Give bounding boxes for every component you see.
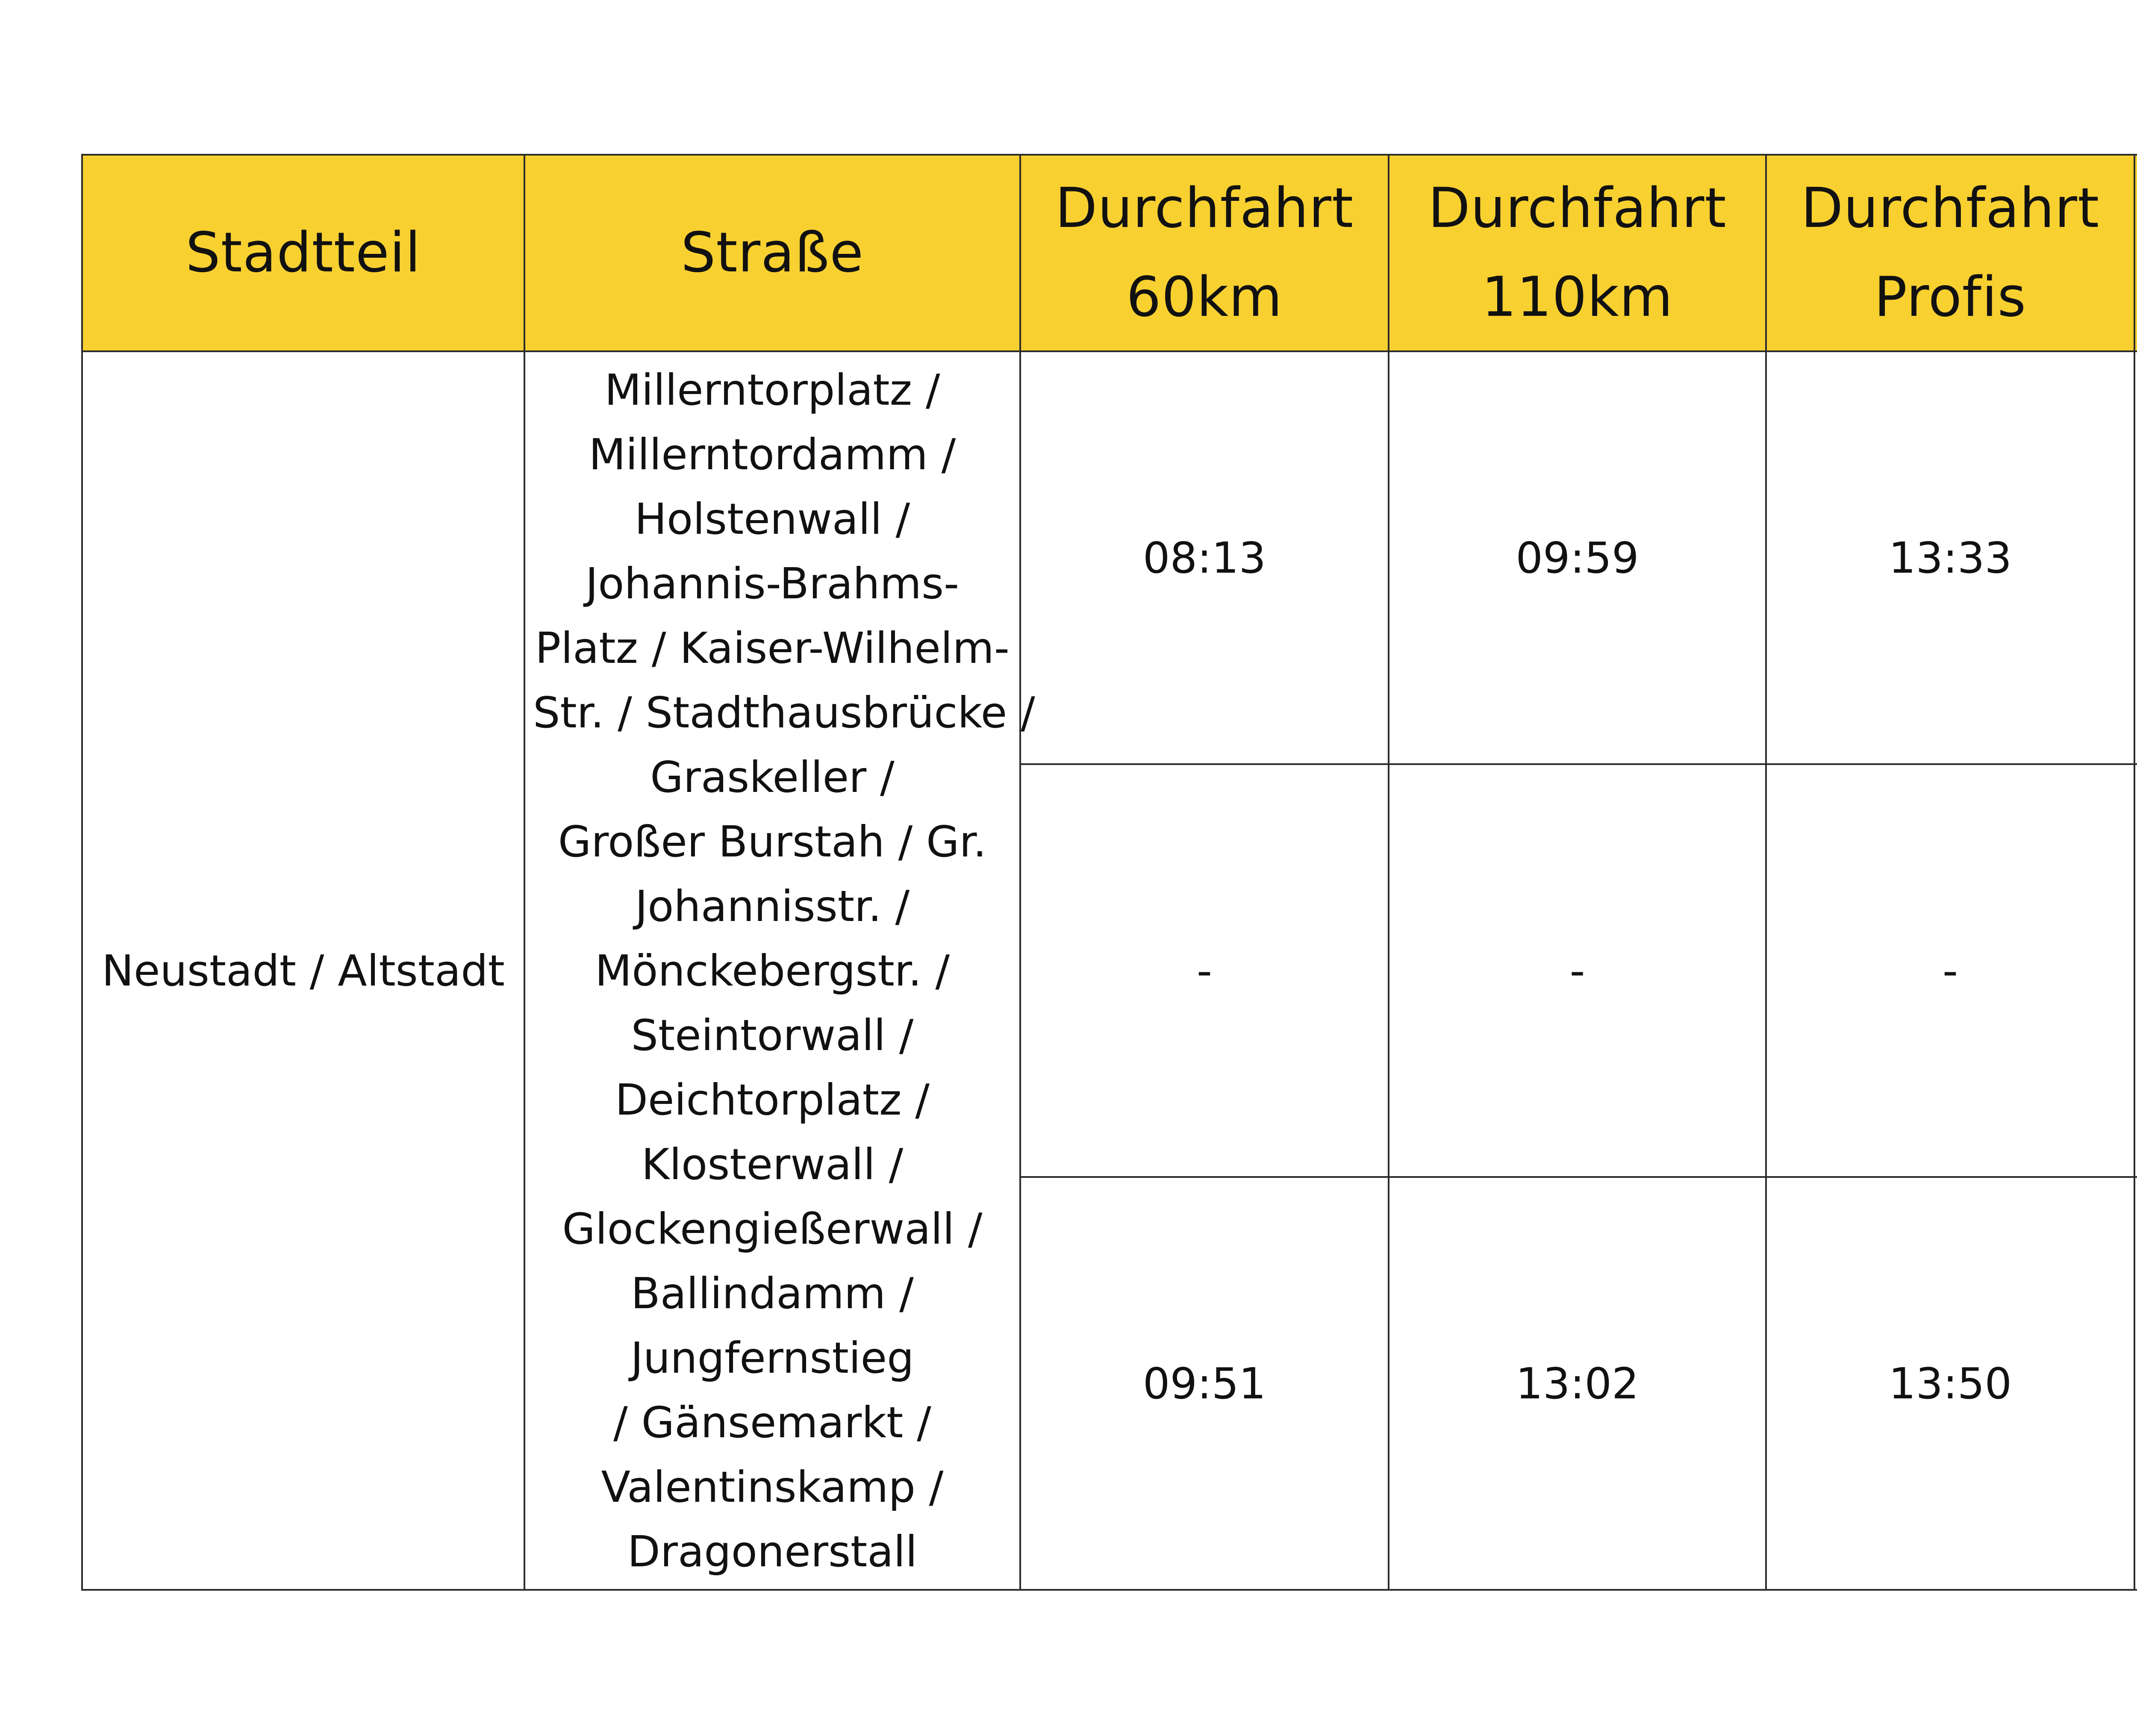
header-durchfahrt-60km (1020, 155, 1389, 351)
time-profis-cell: - (1766, 764, 2134, 1177)
street-line: Glockengießerwall / (562, 1203, 983, 1254)
header-strasse (524, 155, 1020, 351)
street-line: Jungfernstieg (630, 1333, 914, 1383)
header-durchfahrt-profis (1766, 155, 2134, 351)
sperrzeit-cell (2134, 1177, 2137, 1590)
street-line: Ballindamm / (631, 1268, 914, 1318)
header-profis-line-1: Durchfahrt (1801, 177, 2100, 240)
header-stadtteil (82, 155, 524, 351)
time-110km-cell: 09:59 (1389, 351, 1766, 764)
street-line: Johannis-Brahms- (585, 558, 960, 609)
street-line: Millerntordamm / (589, 429, 956, 480)
street-line: / Gänsemarkt / (613, 1397, 931, 1448)
header-60km-line-1: Durchfahrt (1055, 177, 1354, 240)
street-line: Großer Burstah / Gr. (558, 816, 987, 867)
street-line: Klosterwall / (641, 1139, 904, 1189)
header-60km-line-2: 60km (1126, 265, 1283, 329)
schedule-table-container (81, 154, 2137, 1589)
header-profis-line-2: Profis (1874, 265, 2027, 329)
street-line: Str. / Stadthausbrücke / (533, 687, 1035, 738)
header-row (82, 155, 2137, 351)
district-cell: Neustadt / Altstadt (82, 351, 524, 1590)
time-profis-cell: 13:50 (1766, 1177, 2134, 1590)
street-line: Johannisstr. / (635, 881, 910, 931)
time-110km-cell: 13:02 (1389, 1177, 1766, 1590)
header-strasse-line-1: Straße (681, 221, 864, 285)
street-line: Deichtorplatz / (615, 1074, 930, 1125)
sperrzeit-cell (2134, 351, 2137, 764)
time-profis-cell: 13:33 (1766, 351, 2134, 764)
sperrzeit-cell (2134, 764, 2137, 1177)
street-line: Valentinskamp / (601, 1462, 944, 1512)
time-60km-cell: 08:13 (1020, 351, 1389, 764)
time-110km-cell: - (1389, 764, 1766, 1177)
street-line: Platz / Kaiser-Wilhelm- (535, 623, 1010, 673)
header-110km-line-1: Durchfahrt (1428, 177, 1727, 240)
street-cell (524, 351, 1035, 1590)
header-sperrzeit (2134, 155, 2137, 351)
street-line: Holstenwall / (634, 494, 910, 544)
time-60km-cell: 09:51 (1020, 1177, 1389, 1590)
header-110km-line-2: 110km (1481, 265, 1673, 329)
street-line: Steintorwall / (631, 1010, 914, 1060)
header-durchfahrt-110km (1389, 155, 1766, 351)
closure-schedule-table (81, 154, 2137, 1591)
time-60km-cell: - (1020, 764, 1389, 1177)
street-line: Millerntorplatz / (604, 365, 940, 415)
street-line: Graskeller / (650, 752, 895, 802)
street-line: Mönckebergstr. / (595, 945, 950, 996)
street-line: Dragonerstall (627, 1526, 918, 1577)
table-row (82, 351, 2137, 764)
header-stadtteil-line-1: Stadtteil (185, 221, 421, 285)
